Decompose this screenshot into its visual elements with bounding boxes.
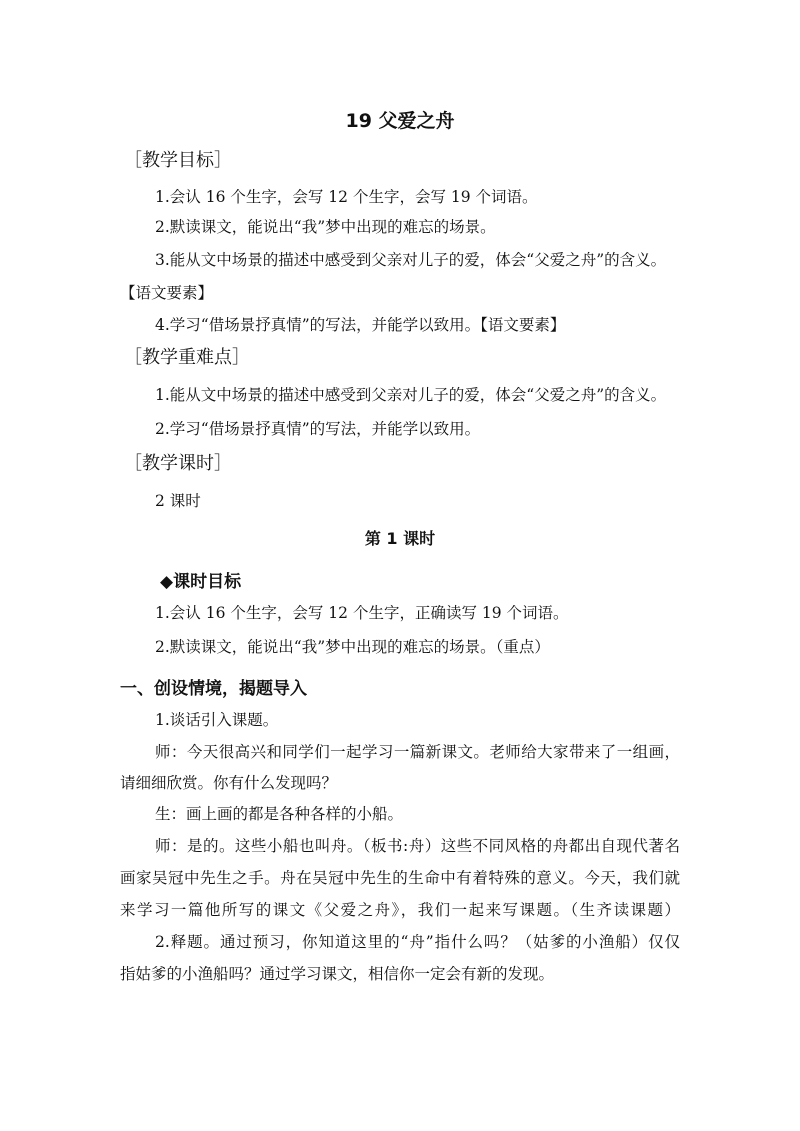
paragraph-line: 生：画上画的都是各种各样的小船。	[155, 805, 404, 823]
goal-item: 1.会认 16 个生字，会写 12 个生字，会写 19 个词语。	[155, 188, 538, 206]
page-title: 19 父爱之舟	[345, 110, 455, 132]
section-heading: 一、创设情境，揭题导入	[120, 679, 307, 699]
goal-item: 3.能从文中场景的描述中感受到父亲对儿子的爱，体会“父爱之舟”的含义。	[155, 251, 667, 269]
goal-item-tag: 【语文要素】	[120, 284, 214, 302]
key-point-item: 2.学习“借场景抒真情”的写法，并能学以致用。	[155, 420, 481, 438]
paragraph-line: 师：是的。这些小船也叫舟。（板书:舟）这些不同风格的舟都出自现代著名	[155, 837, 680, 855]
goal-item: 4.学习“借场景抒真情”的写法，并能学以致用。【语文要素】	[155, 316, 566, 334]
heading-key-points: ［教学重难点］	[124, 347, 250, 368]
lesson-goals-heading: ◆课时目标	[160, 572, 242, 592]
lesson-title: 第 1 课时	[364, 529, 436, 548]
paragraph-line: 2.释题。通过预习，你知道这里的“舟”指什么吗？（姑爹的小渔船）仅仅	[155, 933, 680, 951]
goal-item: 2.默读课文，能说出“我”梦中出现的难忘的场景。	[155, 218, 496, 236]
paragraph-line: 1.谈话引入课题。	[155, 711, 279, 729]
paragraph-line: 请细细欣赏。你有什么发现吗？	[120, 774, 338, 792]
class-periods-text: 2 课时	[155, 492, 201, 510]
paragraph-line: 师：今天很高兴和同学们一起学习一篇新课文。老师给大家带来了一组画，	[155, 743, 680, 761]
heading-teaching-goals: ［教学目标］	[124, 150, 232, 171]
key-point-item: 1.能从文中场景的描述中感受到父亲对儿子的爱，体会“父爱之舟”的含义。	[155, 386, 667, 404]
lesson-goal-item: 2.默读课文，能说出“我”梦中出现的难忘的场景。（重点）	[155, 638, 550, 656]
paragraph-line: 来学习一篇他所写的课文《父爱之舟》，我们一起来写课题。（生齐读课题）	[120, 901, 680, 919]
paragraph-line: 指姑爹的小渔船吗？通过学习课文，相信你一定会有新的发现。	[120, 965, 555, 983]
heading-class-periods: ［教学课时］	[124, 453, 232, 474]
lesson-goal-item: 1.会认 16 个生字，会写 12 个生字，正确读写 19 个词语。	[155, 604, 569, 622]
paragraph-line: 画家吴冠中先生之手。舟在吴冠中先生的生命中有着特殊的意义。今天，我们就	[120, 869, 680, 887]
